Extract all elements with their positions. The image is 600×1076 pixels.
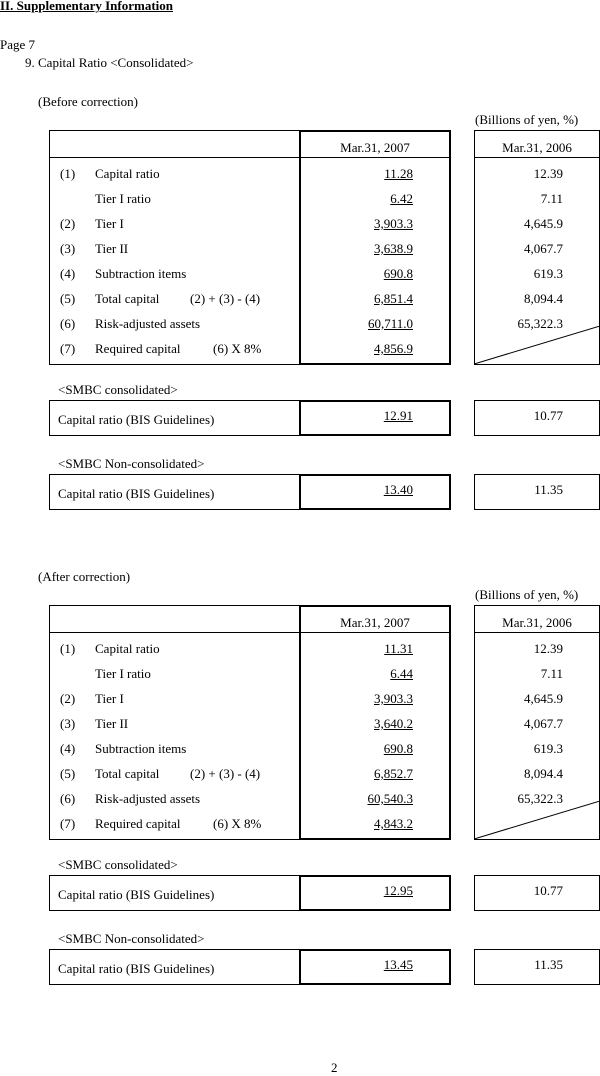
empty-cell-diagonal — [474, 326, 600, 365]
value-2006: 7.11 — [540, 191, 563, 206]
item-title: 9. Capital Ratio <Consolidated> — [25, 55, 194, 70]
row-label: Required capital — [95, 341, 181, 356]
smbc-consolidated-2007: 12.91 — [383, 408, 413, 423]
header-divider — [49, 157, 450, 158]
smbc-nonconsolidated-2007: 13.40 — [383, 482, 413, 497]
value-2006: 4,067.7 — [524, 241, 563, 256]
row-number: (5) — [60, 291, 76, 306]
row-number: (3) — [60, 716, 76, 731]
section-title: II. Supplementary Information — [0, 0, 173, 13]
row-label: Tier II — [95, 716, 129, 731]
bis-label: Capital ratio (BIS Guidelines) — [58, 412, 215, 427]
value-2007: 60,540.3 — [367, 791, 413, 806]
smbc-nonconsolidated-label: <SMBC Non-consolidated> — [58, 931, 205, 946]
row-label: Total capital — [95, 291, 160, 306]
page-ref: Page 7 — [0, 37, 36, 52]
value-2006: 65,322.3 — [517, 316, 563, 331]
row-number: (4) — [60, 266, 76, 281]
row-label: Tier I ratio — [95, 191, 151, 206]
col-header-2006: Mar.31, 2006 — [502, 140, 572, 155]
row-number: (2) — [60, 691, 76, 706]
value-2007: 60,711.0 — [367, 316, 413, 331]
smbc-nonconsolidated-2007-frame — [299, 474, 451, 510]
row-number: (7) — [60, 816, 76, 831]
header-divider — [49, 632, 450, 633]
value-2006: 8,094.4 — [524, 291, 563, 306]
row-label: Tier I — [95, 216, 124, 231]
row-label: Tier II — [95, 241, 129, 256]
value-2006: 12.39 — [533, 166, 563, 181]
value-2007: 6,851.4 — [374, 291, 413, 306]
smbc-nonconsolidated-2006: 11.35 — [534, 957, 563, 972]
header-divider — [474, 157, 600, 158]
smbc-nonconsolidated-2006: 11.35 — [534, 482, 563, 497]
smbc-nonconsolidated-label: <SMBC Non-consolidated> — [58, 456, 205, 471]
value-2006: 4,645.9 — [524, 216, 563, 231]
col-header-2007: Mar.31, 2007 — [340, 615, 410, 630]
row-formula: (6) X 8% — [213, 341, 262, 356]
unit-label: (Billions of yen, %) — [475, 112, 579, 127]
empty-cell-diagonal — [474, 801, 600, 840]
value-2007: 4,856.9 — [374, 341, 413, 356]
row-label: Tier I — [95, 691, 124, 706]
value-2006: 8,094.4 — [524, 766, 563, 781]
smbc-consolidated-label: <SMBC consolidated> — [58, 857, 178, 872]
smbc-consolidated-2006: 10.77 — [533, 883, 563, 898]
row-number: (2) — [60, 216, 76, 231]
value-2006: 65,322.3 — [517, 791, 563, 806]
page-number: 2 — [331, 1060, 338, 1075]
row-number: (6) — [60, 316, 76, 331]
row-number: (5) — [60, 766, 76, 781]
smbc-consolidated-2007: 12.95 — [383, 883, 413, 898]
value-2006: 4,645.9 — [524, 691, 563, 706]
row-number: (7) — [60, 341, 76, 356]
value-2007: 3,638.9 — [374, 241, 413, 256]
bis-label: Capital ratio (BIS Guidelines) — [58, 486, 215, 501]
row-formula: (2) + (3) - (4) — [190, 291, 261, 306]
row-number: (1) — [60, 166, 76, 181]
header-divider — [474, 632, 600, 633]
value-2006: 4,067.7 — [524, 716, 563, 731]
smbc-consolidated-2006: 10.77 — [533, 408, 563, 423]
value-2007: 690.8 — [383, 266, 413, 281]
bis-label: Capital ratio (BIS Guidelines) — [58, 961, 215, 976]
col-header-2006: Mar.31, 2006 — [502, 615, 572, 630]
smbc-nonconsolidated-2007-frame — [299, 949, 451, 985]
row-label: Total capital — [95, 766, 160, 781]
smbc-consolidated-2007-frame — [299, 875, 451, 911]
value-2007: 6.42 — [390, 191, 413, 206]
row-label: Capital ratio — [95, 641, 160, 656]
row-number: (1) — [60, 641, 76, 656]
value-2007: 6.44 — [390, 666, 413, 681]
smbc-nonconsolidated-2007: 13.45 — [383, 957, 413, 972]
row-formula: (6) X 8% — [213, 816, 262, 831]
row-formula: (2) + (3) - (4) — [190, 766, 261, 781]
row-number: (6) — [60, 791, 76, 806]
row-label: Subtraction items — [95, 266, 187, 281]
row-label: Required capital — [95, 816, 181, 831]
unit-label: (Billions of yen, %) — [475, 587, 579, 602]
bis-label: Capital ratio (BIS Guidelines) — [58, 887, 215, 902]
value-2007: 11.28 — [384, 166, 413, 181]
row-label: Risk-adjusted assets — [95, 791, 201, 806]
value-2007: 690.8 — [383, 741, 413, 756]
smbc-consolidated-2007-frame — [299, 400, 451, 436]
value-2007: 3,903.3 — [374, 691, 413, 706]
value-2007: 6,852.7 — [374, 766, 413, 781]
value-2007: 4,843.2 — [374, 816, 413, 831]
smbc-consolidated-label: <SMBC consolidated> — [58, 382, 178, 397]
value-2006: 7.11 — [540, 666, 563, 681]
row-number: (4) — [60, 741, 76, 756]
row-number: (3) — [60, 241, 76, 256]
row-label: Subtraction items — [95, 741, 187, 756]
value-2006: 619.3 — [533, 741, 563, 756]
value-2007: 11.31 — [384, 641, 413, 656]
section-title: (Before correction) — [38, 94, 138, 109]
row-label: Tier I ratio — [95, 666, 151, 681]
value-2007: 3,903.3 — [374, 216, 413, 231]
value-2007: 3,640.2 — [374, 716, 413, 731]
value-2006: 619.3 — [533, 266, 563, 281]
row-label: Capital ratio — [95, 166, 160, 181]
value-2006: 12.39 — [533, 641, 563, 656]
row-label: Risk-adjusted assets — [95, 316, 201, 331]
col-header-2007: Mar.31, 2007 — [340, 140, 410, 155]
section-title: (After correction) — [38, 569, 131, 584]
